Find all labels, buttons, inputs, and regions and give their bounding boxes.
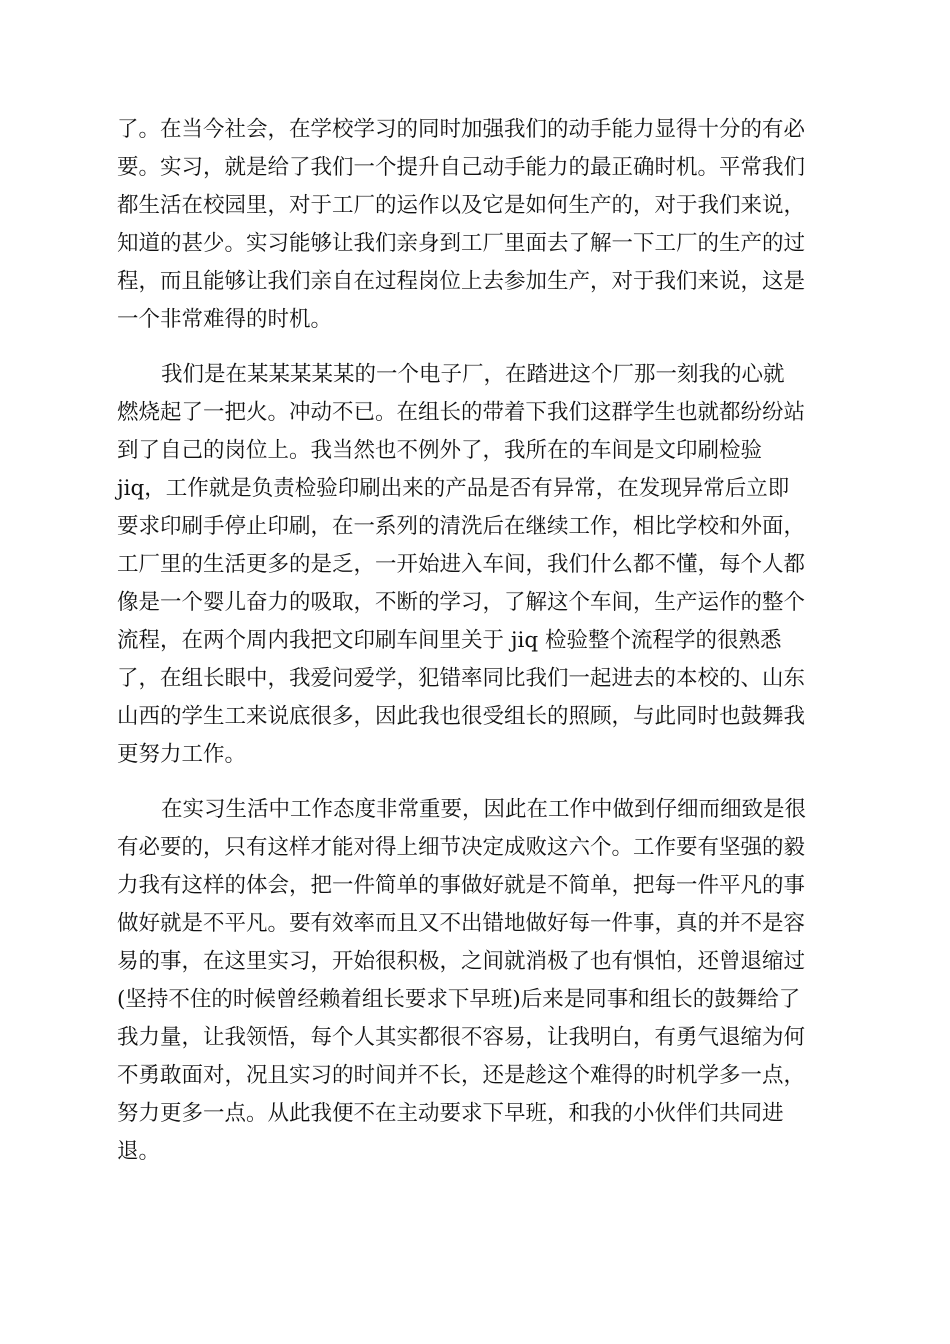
text-line: 不勇敢面对，况且实习的时间并不长，还是趁这个难得的时机学多一点， <box>117 1063 806 1088</box>
text-line: 一个非常难得的时机。 <box>117 307 333 332</box>
text-line: 都生活在校园里，对于工厂的运作以及它是如何生产的，对于我们来说， <box>117 193 806 218</box>
text-line: jiq，工作就是负责检验印刷出来的产品是否有异常，在发现异常后立即 <box>117 476 790 501</box>
text-line: (坚持不住的时候曾经赖着组长要求下早班)后来是同事和组长的鼓舞给了 <box>117 987 801 1012</box>
text-line: 知道的甚少。实习能够让我们亲身到工厂里面去了解一下工厂的生产的过 <box>117 231 806 256</box>
text-line: 我们是在某某某某某的一个电子厂，在踏进这个厂那一刻我的心就 <box>161 362 785 387</box>
text-line: 流程，在两个周内我把文印刷车间里关于 jiq 检验整个流程学的很熟悉 <box>117 628 782 653</box>
text-line: 了。在当今社会，在学校学习的同时加强我们的动手能力显得十分的有必 <box>117 117 806 142</box>
text-line: 我力量，让我领悟，每个人其实都很不容易，让我明白，有勇气退缩为何 <box>117 1025 806 1050</box>
text-line: 到了自己的岗位上。我当然也不例外了，我所在的车间是文印刷检验 <box>117 438 763 463</box>
text-line: 程，而且能够让我们亲自在过程岗位上去参加生产，对于我们来说，这是 <box>117 269 806 294</box>
text-line: 要求印刷手停止印刷，在一系列的清洗后在继续工作，相比学校和外面， <box>117 514 806 539</box>
text-line: 像是一个婴儿奋力的吸取，不断的学习，了解这个车间，生产运作的整个 <box>117 590 806 615</box>
text-line: 做好就是不平凡。要有效率而且又不出错地做好每一件事，真的并不是容 <box>117 911 806 936</box>
text-line: 退。 <box>117 1139 161 1164</box>
text-line: 力我有这样的体会，把一件简单的事做好就是不简单，把每一件平凡的事 <box>117 873 806 898</box>
text-line: 山西的学生工来说底很多，因此我也很受组长的照顾，与此同时也鼓舞我 <box>117 704 806 729</box>
text-line: 要。实习，就是给了我们一个提升自己动手能力的最正确时机。平常我们 <box>117 155 806 180</box>
text-line: 更努力工作。 <box>117 742 247 767</box>
text-line: 有必要的，只有这样才能对得上细节决定成败这六个。工作要有坚强的毅 <box>117 835 806 860</box>
text-line: 燃烧起了一把火。冲动不已。在组长的带着下我们这群学生也就都纷纷站 <box>117 400 806 425</box>
text-line: 了，在组长眼中，我爱问爱学，犯错率同比我们一起进去的本校的、山东 <box>117 666 806 691</box>
text-line: 工厂里的生活更多的是乏，一开始进入车间，我们什么都不懂，每个人都 <box>117 552 806 577</box>
text-line: 在实习生活中工作态度非常重要，因此在工作中做到仔细而细致是很 <box>161 797 807 822</box>
text-line: 努力更多一点。从此我便不在主动要求下早班，和我的小伙伴们共同进 <box>117 1101 784 1126</box>
text-line: 易的事，在这里实习，开始很积极，之间就消极了也有惧怕，还曾退缩过 <box>117 949 806 974</box>
